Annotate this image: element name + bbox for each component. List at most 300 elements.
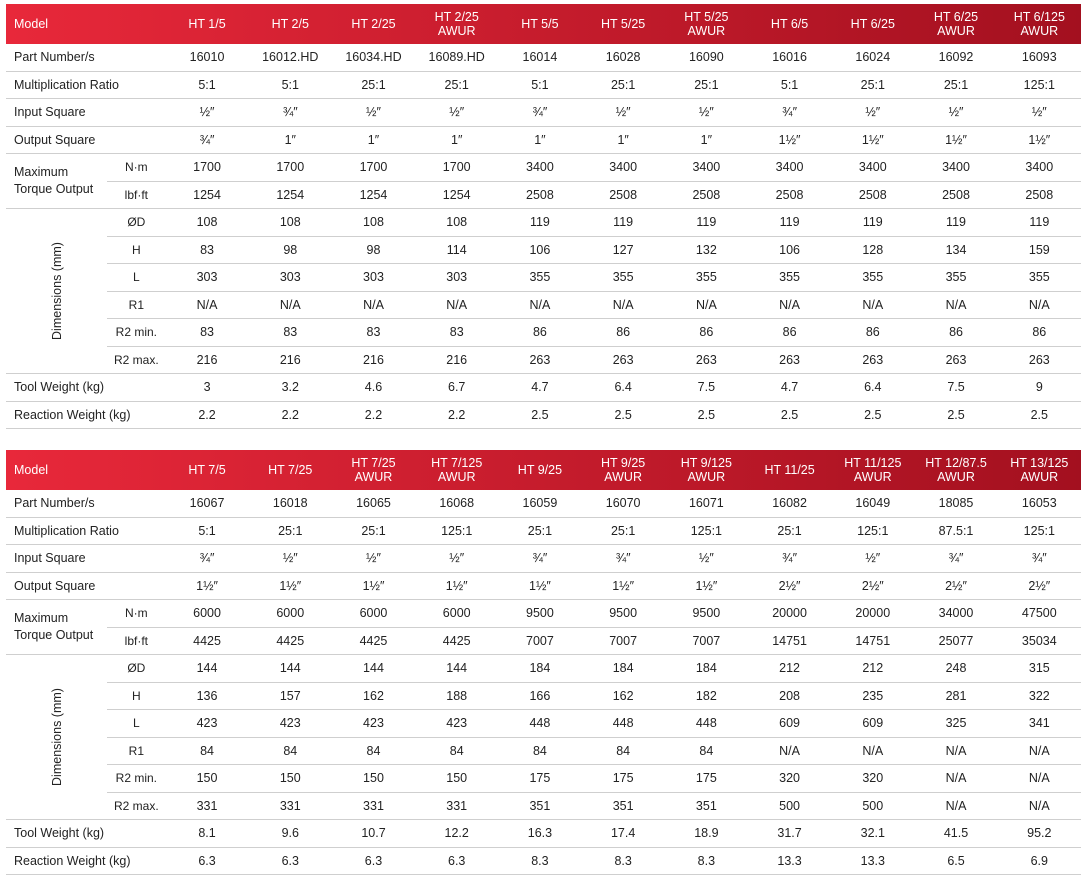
table-cell: ½″ [332, 545, 415, 573]
table-cell: N/A [332, 291, 415, 319]
torque-label-line1: Maximum [14, 611, 69, 625]
table-cell: 6.3 [332, 847, 415, 875]
table-cell: 83 [415, 319, 498, 347]
table-cell: 83 [165, 319, 248, 347]
table-cell: 86 [748, 319, 831, 347]
model-header-cell [831, 4, 914, 44]
table-cell: 20000 [831, 600, 914, 628]
table-cell: 303 [165, 264, 248, 292]
table-cell: 4425 [249, 627, 332, 655]
table-cell: 1″ [415, 126, 498, 154]
model-header-cell [249, 450, 332, 490]
table-cell: 351 [498, 792, 581, 820]
table-cell: N/A [831, 737, 914, 765]
table-cell: 83 [165, 236, 248, 264]
table-cell: ½″ [998, 99, 1081, 127]
dimensions-label: Dimensions (mm) [49, 242, 64, 340]
table-cell: 150 [332, 765, 415, 793]
dimension-sub-label: ØD [107, 209, 165, 237]
table-cell: 35034 [998, 627, 1081, 655]
table-cell: 119 [831, 209, 914, 237]
model-header-cell [831, 450, 914, 490]
table-cell: 18.9 [665, 820, 748, 848]
table-cell: 1700 [165, 154, 248, 182]
table-cell: 355 [665, 264, 748, 292]
table-cell: 263 [914, 346, 997, 374]
input-square-row [6, 99, 1081, 127]
torque-unit-lbfft: lbf·ft [107, 627, 165, 655]
table-cell: 1½″ [249, 572, 332, 600]
table-cell: 16.3 [498, 820, 581, 848]
row-label: Part Number/s [6, 490, 165, 517]
model-name-line: HT 5/25 [601, 17, 646, 31]
table-cell: N/A [914, 792, 997, 820]
table-cell: 25:1 [249, 517, 332, 545]
table-cell: 119 [914, 209, 997, 237]
table-cell: ½″ [582, 99, 665, 127]
dimension-sub-label: R2 max. [107, 346, 165, 374]
model-name-line: AWUR [437, 470, 476, 484]
table-cell: 16014 [498, 44, 581, 71]
table-cell: 106 [498, 236, 581, 264]
table-cell: 34000 [914, 600, 997, 628]
torque-lbfft-row [6, 627, 1081, 655]
table-cell: 25:1 [332, 517, 415, 545]
table-cell: 235 [831, 682, 914, 710]
table-cell: 448 [665, 710, 748, 738]
table-cell: 134 [914, 236, 997, 264]
table-cell: 7007 [498, 627, 581, 655]
table-cell: 320 [748, 765, 831, 793]
table-cell: 83 [249, 319, 332, 347]
table-cell: ¾″ [748, 545, 831, 573]
table-cell: 83 [332, 319, 415, 347]
table-cell: 32.1 [831, 820, 914, 848]
spec-table-1 [6, 4, 1081, 429]
table-cell: 5:1 [498, 71, 581, 99]
table-cell: ¾″ [165, 126, 248, 154]
table-cell: 2508 [665, 181, 748, 209]
torque-unit-nm: N·m [107, 600, 165, 628]
table-cell: 3400 [582, 154, 665, 182]
table-cell: 16082 [748, 490, 831, 517]
table-cell: 322 [998, 682, 1081, 710]
table-cell: 16024 [831, 44, 914, 71]
part-number-row [6, 490, 1081, 517]
row-label: Tool Weight (kg) [6, 374, 165, 402]
table-cell: 7007 [582, 627, 665, 655]
table-cell: 98 [249, 236, 332, 264]
dimension-sub-label: H [107, 682, 165, 710]
table-cell: 3400 [498, 154, 581, 182]
model-name-line: AWUR [687, 24, 726, 38]
dimension-sub-label: R1 [107, 291, 165, 319]
table-cell: 162 [332, 682, 415, 710]
table-cell: 2.2 [165, 401, 248, 429]
table-cell: 7.5 [914, 374, 997, 402]
table-cell: 1700 [249, 154, 332, 182]
table-cell: ¾″ [748, 99, 831, 127]
table-cell: 16012.HD [249, 44, 332, 71]
table-cell: 7007 [665, 627, 748, 655]
table-cell: 1½″ [831, 126, 914, 154]
table-cell: 500 [748, 792, 831, 820]
table-cell: 331 [249, 792, 332, 820]
table-cell: 1700 [332, 154, 415, 182]
table-cell: 16090 [665, 44, 748, 71]
multiplication-ratio-row [6, 71, 1081, 99]
table-cell: 263 [582, 346, 665, 374]
table-cell: 6.7 [415, 374, 498, 402]
table-cell: 114 [415, 236, 498, 264]
dimensions-label-cell [6, 209, 107, 374]
table-cell: N/A [914, 765, 997, 793]
table-cell: 2508 [831, 181, 914, 209]
table-cell: 25:1 [415, 71, 498, 99]
table-cell: 351 [665, 792, 748, 820]
table-cell: N/A [249, 291, 332, 319]
table-cell: 263 [998, 346, 1081, 374]
table-cell: 84 [249, 737, 332, 765]
model-name-line: AWUR [1020, 470, 1059, 484]
table-cell: ¾″ [165, 545, 248, 573]
row-label: Tool Weight (kg) [6, 820, 165, 848]
model-name-line: AWUR [604, 470, 642, 484]
table-cell: 144 [249, 655, 332, 683]
table-cell: 119 [498, 209, 581, 237]
model-name-line: AWUR [937, 24, 975, 38]
table-cell: 1½″ [332, 572, 415, 600]
table-cell: 1254 [249, 181, 332, 209]
table-cell: 14751 [748, 627, 831, 655]
table-cell: 2508 [998, 181, 1081, 209]
dimension-sub-label: R1 [107, 737, 165, 765]
table-cell: 216 [332, 346, 415, 374]
row-label: Output Square [6, 126, 165, 154]
table-cell: 1½″ [415, 572, 498, 600]
torque-label-line2: Torque Output [14, 182, 94, 196]
model-name-line: HT 7/125 [431, 456, 483, 470]
torque-unit-nm: N·m [107, 154, 165, 182]
model-header-cell [498, 4, 581, 44]
row-label: Reaction Weight (kg) [6, 847, 165, 875]
table-cell: 1½″ [665, 572, 748, 600]
table-cell: 125:1 [831, 517, 914, 545]
table-cell: 331 [165, 792, 248, 820]
table-cell: 6.5 [914, 847, 997, 875]
table-cell: 150 [165, 765, 248, 793]
table-cell: ¾″ [914, 545, 997, 573]
model-header-cell [665, 4, 748, 44]
table-cell: 355 [498, 264, 581, 292]
table-cell: 1½″ [748, 126, 831, 154]
table-cell: 157 [249, 682, 332, 710]
table-cell: 16016 [748, 44, 831, 71]
table-cell: 16028 [582, 44, 665, 71]
table-cell: 208 [748, 682, 831, 710]
table-cell: 355 [998, 264, 1081, 292]
tool-weight-row [6, 820, 1081, 848]
table-cell: 125:1 [998, 71, 1081, 99]
table-cell: 9500 [582, 600, 665, 628]
table-cell: 1254 [165, 181, 248, 209]
table-cell: 2508 [498, 181, 581, 209]
table-cell: 355 [831, 264, 914, 292]
torque-nm-row [6, 600, 1081, 628]
table-cell: 1″ [249, 126, 332, 154]
model-header-cell [332, 4, 415, 44]
table-cell: 6000 [415, 600, 498, 628]
table-cell: 4.6 [332, 374, 415, 402]
table-cell: 212 [748, 655, 831, 683]
table-cell: 41.5 [914, 820, 997, 848]
torque-lbfft-row [6, 181, 1081, 209]
table-cell: 448 [498, 710, 581, 738]
table-cell: 184 [665, 655, 748, 683]
table-cell: N/A [748, 291, 831, 319]
model-name-line: HT 6/125 [1013, 10, 1065, 24]
table-cell: 303 [332, 264, 415, 292]
torque-label [6, 600, 107, 655]
table-cell: 175 [665, 765, 748, 793]
table-cell: 25:1 [748, 517, 831, 545]
dimension-sub-label: R2 min. [107, 765, 165, 793]
table-cell: 423 [165, 710, 248, 738]
tool-weight-row [6, 374, 1081, 402]
table-cell: 184 [582, 655, 665, 683]
torque-nm-row [6, 154, 1081, 182]
model-name-line: HT 7/25 [268, 463, 313, 477]
table-cell: 175 [582, 765, 665, 793]
model-header-cell [748, 450, 831, 490]
table-cell: 10.7 [332, 820, 415, 848]
table-cell: N/A [165, 291, 248, 319]
table-cell: 13.3 [831, 847, 914, 875]
table-cell: ¾″ [498, 99, 581, 127]
table-cell: 263 [498, 346, 581, 374]
table-cell: 9500 [665, 600, 748, 628]
table-cell: 86 [498, 319, 581, 347]
table-cell: 8.3 [582, 847, 665, 875]
table-cell: 2½″ [998, 572, 1081, 600]
table-cell: 3400 [831, 154, 914, 182]
row-label: Output Square [6, 572, 165, 600]
model-name-line: AWUR [687, 470, 726, 484]
table-cell: N/A [582, 291, 665, 319]
table-cell: 6000 [332, 600, 415, 628]
model-name-line: HT 5/25 [684, 10, 729, 24]
table-cell: ½″ [332, 99, 415, 127]
table-cell: N/A [665, 291, 748, 319]
model-name-line: HT 11/25 [764, 463, 815, 477]
model-name-line: HT 5/5 [521, 17, 559, 31]
table-cell: 95.2 [998, 820, 1081, 848]
dimension-sub-label: R2 max. [107, 792, 165, 820]
row-label: Multiplication Ratio [6, 517, 165, 545]
table-cell: ½″ [831, 545, 914, 573]
table-cell: N/A [998, 765, 1081, 793]
table-cell: 159 [998, 236, 1081, 264]
table-cell: 144 [332, 655, 415, 683]
table-cell: 5:1 [165, 71, 248, 99]
table-cell: 119 [748, 209, 831, 237]
table-cell: 108 [165, 209, 248, 237]
table-cell: 132 [665, 236, 748, 264]
table-cell: N/A [914, 737, 997, 765]
table-cell: 25:1 [914, 71, 997, 99]
table-cell: ¾″ [582, 545, 665, 573]
model-name-line: HT 7/25 [351, 456, 396, 470]
spec-table-2 [6, 450, 1081, 875]
reaction-weight-row [6, 401, 1081, 429]
model-header-cell [665, 450, 748, 490]
header-row [6, 4, 1081, 44]
torque-label-line2: Torque Output [14, 628, 94, 642]
table-cell: 355 [914, 264, 997, 292]
header-row [6, 450, 1081, 490]
table-cell: 1½″ [165, 572, 248, 600]
table-cell: 2.5 [665, 401, 748, 429]
table-cell: 119 [582, 209, 665, 237]
table-cell: ½″ [415, 545, 498, 573]
table-cell: ¾″ [249, 99, 332, 127]
table-cell: 6.4 [582, 374, 665, 402]
torque-unit-lbfft: lbf·ft [107, 181, 165, 209]
dimension-row [6, 209, 1081, 237]
model-name-line: AWUR [437, 24, 476, 38]
table-cell: 25:1 [582, 71, 665, 99]
row-label: Part Number/s [6, 44, 165, 71]
table-cell: 3.2 [249, 374, 332, 402]
table-cell: ½″ [914, 99, 997, 127]
table-cell: 331 [415, 792, 498, 820]
table-cell: 2.5 [582, 401, 665, 429]
table-cell: 184 [498, 655, 581, 683]
table-cell: 125:1 [415, 517, 498, 545]
model-name-line: HT 1/5 [188, 17, 226, 31]
torque-label-line1: Maximum [14, 165, 69, 179]
table-cell: 8.1 [165, 820, 248, 848]
table-cell: 263 [665, 346, 748, 374]
table-cell: 331 [332, 792, 415, 820]
model-header-cell [165, 4, 248, 44]
row-label: Multiplication Ratio [6, 71, 165, 99]
table-cell: 2.2 [249, 401, 332, 429]
table-cell: ½″ [665, 545, 748, 573]
table-cell: ¾″ [498, 545, 581, 573]
table-cell: 18085 [914, 490, 997, 517]
dimension-sub-label: L [107, 710, 165, 738]
table-cell: 4.7 [498, 374, 581, 402]
input-square-row [6, 545, 1081, 573]
table-cell: 84 [165, 737, 248, 765]
model-name-line: HT 2/25 [351, 17, 396, 31]
table-cell: 2.5 [831, 401, 914, 429]
table-cell: 315 [998, 655, 1081, 683]
table-cell: 281 [914, 682, 997, 710]
table-cell: 423 [249, 710, 332, 738]
model-name-line: HT 2/25 [434, 10, 479, 24]
table-cell: 1½″ [998, 126, 1081, 154]
dimension-row [6, 264, 1081, 292]
table-cell: 16010 [165, 44, 248, 71]
model-name-line: HT 11/125 [844, 456, 902, 470]
dimension-row [6, 765, 1081, 793]
table-cell: 448 [582, 710, 665, 738]
table-cell: 84 [665, 737, 748, 765]
dimension-row [6, 655, 1081, 683]
table-cell: 1½″ [498, 572, 581, 600]
table-cell: 2508 [914, 181, 997, 209]
table-cell: 609 [831, 710, 914, 738]
table-cell: 1½″ [914, 126, 997, 154]
table-cell: 2.5 [914, 401, 997, 429]
table-cell: 16059 [498, 490, 581, 517]
table-cell: 3400 [748, 154, 831, 182]
table-cell: 2½″ [831, 572, 914, 600]
table-cell: 6.9 [998, 847, 1081, 875]
dimension-row [6, 737, 1081, 765]
table-cell: 25077 [914, 627, 997, 655]
dimension-sub-label: L [107, 264, 165, 292]
table-cell: N/A [415, 291, 498, 319]
table-cell: 263 [748, 346, 831, 374]
model-name-line: AWUR [937, 470, 975, 484]
table-cell: 6.3 [415, 847, 498, 875]
row-label: Input Square [6, 545, 165, 573]
dimension-row [6, 236, 1081, 264]
table-cell: 16093 [998, 44, 1081, 71]
table-cell: 127 [582, 236, 665, 264]
table-cell: 212 [831, 655, 914, 683]
dimension-row [6, 792, 1081, 820]
table-cell: 125:1 [998, 517, 1081, 545]
table-cell: 2508 [748, 181, 831, 209]
table-cell: N/A [998, 737, 1081, 765]
table-cell: N/A [831, 291, 914, 319]
table-cell: 119 [998, 209, 1081, 237]
table-cell: 355 [582, 264, 665, 292]
dimension-sub-label: H [107, 236, 165, 264]
table-cell: 16049 [831, 490, 914, 517]
model-name-line: HT 6/25 [933, 10, 979, 24]
table-cell: N/A [998, 792, 1081, 820]
table-cell: 25:1 [498, 517, 581, 545]
model-name-line: HT 7/5 [188, 463, 226, 477]
table-cell: 86 [582, 319, 665, 347]
table-cell: 2.5 [748, 401, 831, 429]
table-cell: 355 [748, 264, 831, 292]
table-cell: 3400 [665, 154, 748, 182]
table-cell: 162 [582, 682, 665, 710]
table-cell: 16053 [998, 490, 1081, 517]
table-cell: 3400 [914, 154, 997, 182]
table-cell: 9 [998, 374, 1081, 402]
model-name-line: HT 12/87.5 [925, 456, 987, 470]
model-name-line: HT 13/125 [1010, 456, 1069, 470]
dimension-row [6, 319, 1081, 347]
table-cell: 320 [831, 765, 914, 793]
model-name-line: HT 6/25 [850, 17, 895, 31]
table-cell: 84 [582, 737, 665, 765]
row-label: Input Square [6, 99, 165, 127]
table-cell: ¾″ [998, 545, 1081, 573]
table-cell: 4425 [415, 627, 498, 655]
model-header-cell [415, 450, 498, 490]
table-cell: 216 [415, 346, 498, 374]
row-label: Reaction Weight (kg) [6, 401, 165, 429]
torque-label [6, 154, 107, 209]
